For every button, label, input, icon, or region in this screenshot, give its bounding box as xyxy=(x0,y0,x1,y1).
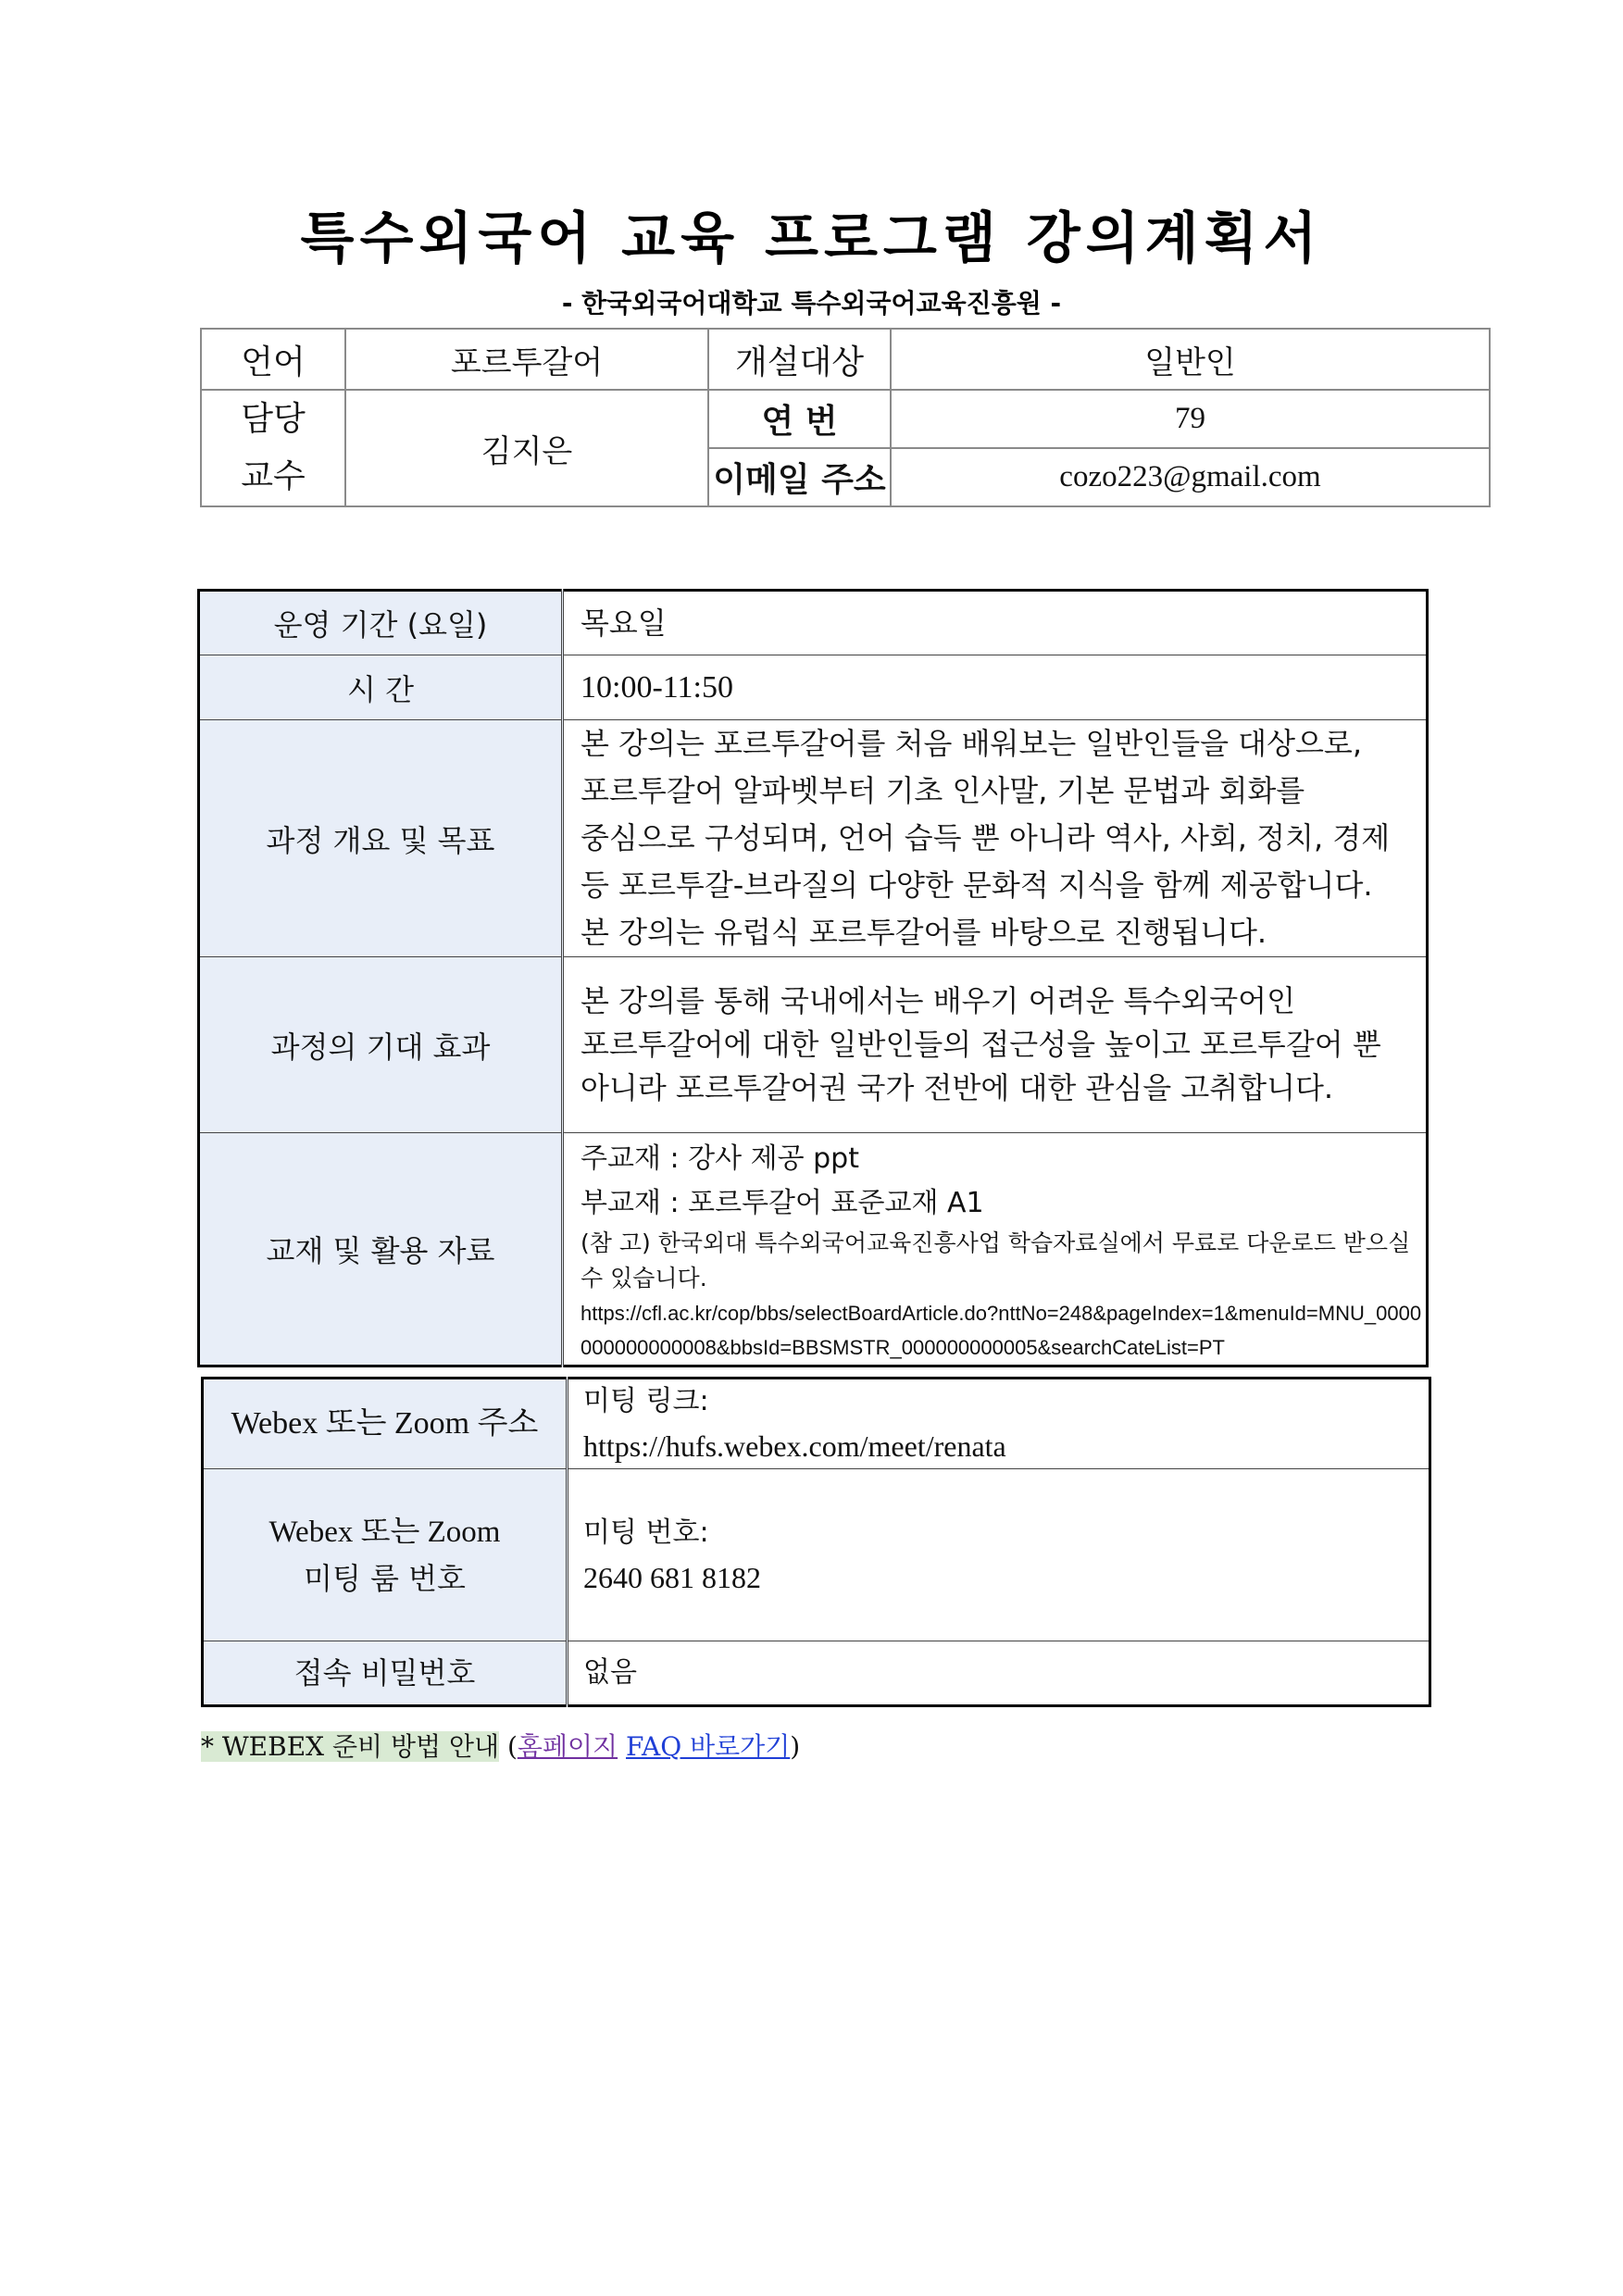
instructor-label xyxy=(201,390,345,506)
period-value: 목요일 xyxy=(563,591,1428,655)
document-title: 특수외국어 교육 프로그램 강의계획서 xyxy=(300,206,1323,271)
webex-guide-note xyxy=(201,1727,800,1764)
meeting-number-label: 미팅 번호: xyxy=(583,1516,709,1549)
meeting-link-cell xyxy=(568,1379,1430,1469)
overview-line: 포르투갈어 알파벳부터 기초 인사말, 기본 문법과 회화를 xyxy=(581,773,1305,808)
period-label: 운영 기간 (요일) xyxy=(199,591,563,655)
meeting-link-value[interactable]: https://hufs.webex.com/meet/renata xyxy=(583,1429,1006,1463)
meeting-link-label: 미팅 링크: xyxy=(583,1385,709,1417)
meeting-address-label: Webex 또는 Zoom 주소 xyxy=(203,1379,568,1469)
main-textbook: 주교재 : 강사 제공 ppt xyxy=(581,1142,859,1175)
overview-line: 중심으로 구성되며, 언어 습득 뿐 아니라 역사, 사회, 정치, 경제 xyxy=(581,820,1391,855)
time-label: 시 간 xyxy=(199,655,563,720)
overview-line: 본 강의는 유럽식 포르투갈어를 바탕으로 진행됩니다. xyxy=(581,915,1267,950)
instructor-name: 김지은 xyxy=(345,390,708,506)
table-row xyxy=(201,390,1490,448)
course-schedule-table xyxy=(197,589,1429,1367)
table-row xyxy=(199,720,1428,957)
number-value: 79 xyxy=(891,390,1490,448)
document-subtitle: - 한국외국어대학교 특수외국어교육진흥원 - xyxy=(561,288,1062,318)
meeting-room-label xyxy=(203,1469,568,1641)
homepage-link[interactable]: 홈페이지 xyxy=(517,1731,618,1762)
reference-url[interactable]: https://cfl.ac.kr/cop/bbs/selectBoardArticle.do?nttNo=248&pageIndex=1&menuId=MNU_0000000000000008&bbsId=BBSMSTR_000000000005&searchCateList=PT xyxy=(581,1302,1422,1359)
webex-guide-text: * WEBEX 준비 방법 안내 xyxy=(201,1731,500,1762)
table-row xyxy=(203,1469,1430,1641)
effect-line: 본 강의를 통해 국내에서는 배우기 어려운 특수외국어인 xyxy=(581,983,1296,1018)
course-info-table xyxy=(200,328,1491,507)
online-class-table xyxy=(201,1377,1431,1707)
table-row xyxy=(199,591,1428,655)
overview-label: 과정 개요 및 목표 xyxy=(199,720,563,957)
effect-text xyxy=(563,957,1428,1133)
faq-link[interactable]: FAQ 바로가기 xyxy=(626,1731,791,1762)
table-row xyxy=(201,329,1490,390)
meeting-room-label-line-1: Webex 또는 Zoom xyxy=(268,1515,501,1549)
open-paren: ( xyxy=(499,1731,518,1762)
table-row xyxy=(199,957,1428,1133)
meeting-number-value: 2640 681 8182 xyxy=(583,1560,761,1594)
meeting-room-label-line-2: 미팅 룸 번호 xyxy=(304,1560,466,1596)
effect-line: 포르투갈어에 대한 일반인들의 접근성을 높이고 포르투갈어 뿐 xyxy=(581,1027,1381,1062)
reference-note: (참 고) 한국외대 특수외국어교육진흥사업 학습자료실에서 무료로 다운로드 받으실 수 있습니다. xyxy=(581,1229,1411,1292)
instructor-label-line-1: 담당 xyxy=(241,400,306,438)
table-row xyxy=(199,1133,1428,1366)
table-row xyxy=(203,1379,1430,1469)
time-value: 10:00-11:50 xyxy=(563,655,1428,720)
overview-line: 본 강의는 포르투갈어를 처음 배워보는 일반인들을 대상으로, xyxy=(581,726,1363,761)
language-label: 언어 xyxy=(201,329,345,390)
effect-label: 과정의 기대 효과 xyxy=(199,957,563,1133)
password-value: 없음 xyxy=(568,1641,1430,1706)
table-row xyxy=(203,1641,1430,1706)
close-paren: ) xyxy=(790,1731,801,1762)
email-value[interactable]: cozo223@gmail.com xyxy=(891,448,1490,506)
effect-line: 아니라 포르투갈어권 국가 전반에 대한 관심을 고취합니다. xyxy=(581,1070,1334,1105)
sub-textbook: 부교재 : 포르투갈어 표준교재 A1 xyxy=(581,1187,984,1219)
overview-text xyxy=(563,720,1428,957)
language-value: 포르투갈어 xyxy=(345,329,708,390)
overview-line: 등 포르투갈-브라질의 다양한 문화적 지식을 함께 제공합니다. xyxy=(581,867,1373,903)
email-label: 이메일 주소 xyxy=(708,448,891,506)
materials-text xyxy=(563,1133,1428,1366)
target-value: 일반인 xyxy=(891,329,1490,390)
table-row xyxy=(199,655,1428,720)
password-label: 접속 비밀번호 xyxy=(203,1641,568,1706)
materials-label: 교재 및 활용 자료 xyxy=(199,1133,563,1366)
target-label: 개설대상 xyxy=(708,329,891,390)
instructor-label-line-2: 교수 xyxy=(241,457,306,495)
number-label: 연 번 xyxy=(708,390,891,448)
meeting-number-cell xyxy=(568,1469,1430,1641)
